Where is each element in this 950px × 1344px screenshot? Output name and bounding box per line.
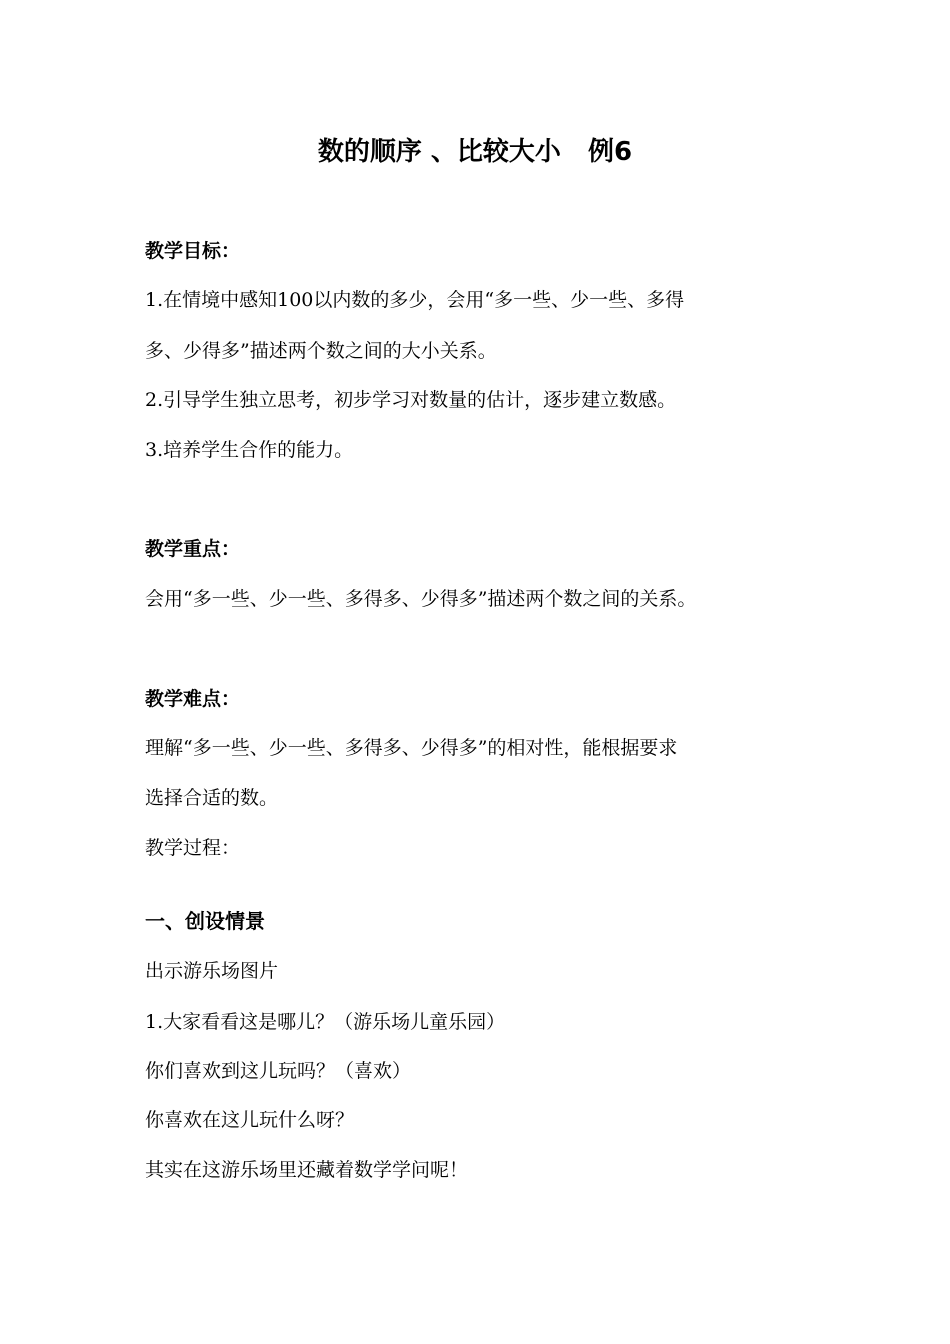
objective-line-1: 1.在情境中感知100以内数的多少，会用“多一些、少一些、多得 xyxy=(145,289,685,311)
page-title: 数的顺序 、比较大小 例6 xyxy=(317,137,633,167)
objective-line-4: 3.培养学生合作的能力。 xyxy=(145,439,354,461)
section-1-line-5: 其实在这游乐场里还藏着数学学问呢！ xyxy=(145,1159,469,1181)
section-1-line-1: 出示游乐场图片 xyxy=(145,960,279,982)
objectives-heading: 教学目标： xyxy=(145,240,241,262)
section-1-line-3: 你们喜欢到这儿玩吗？（喜欢） xyxy=(145,1060,412,1082)
section-1-heading: 一、创设情景 xyxy=(145,909,265,933)
key-points-line-1: 会用“多一些、少一些、多得多、少得多”描述两个数之间的关系。 xyxy=(145,588,697,610)
difficulties-line-2: 选择合适的数。 xyxy=(145,787,279,809)
section-1-line-2: 1.大家看看这是哪儿？（游乐场儿童乐园） xyxy=(145,1011,506,1033)
difficulties-heading: 教学难点： xyxy=(145,688,241,710)
objective-line-3: 2.引导学生独立思考，初步学习对数量的估计，逐步建立数感。 xyxy=(145,389,677,411)
difficulties-line-1: 理解“多一些、少一些、多得多、少得多”的相对性，能根据要求 xyxy=(145,737,678,759)
key-points-heading: 教学重点： xyxy=(145,538,241,560)
section-1-line-4: 你喜欢在这儿玩什么呀？ xyxy=(145,1109,355,1131)
objective-line-2: 多、少得多”描述两个数之间的大小关系。 xyxy=(145,340,497,362)
process-heading: 教学过程： xyxy=(145,837,241,859)
